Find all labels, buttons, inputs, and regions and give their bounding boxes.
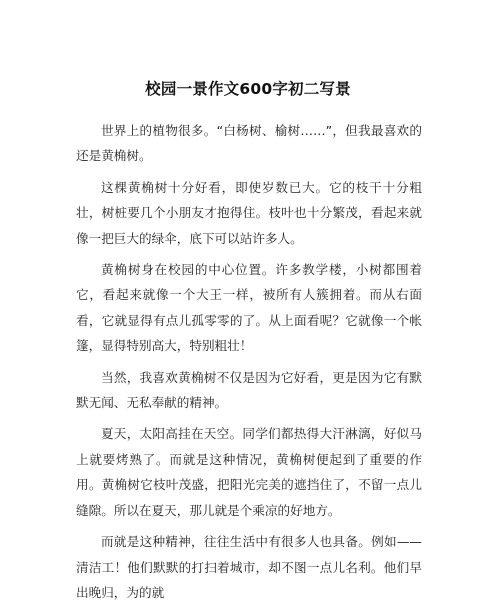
paragraph: 而就是这种精神，往往生活中有很多人也具备。例如——清洁工！他们默默的打扫着城市，却不图一点儿名利。他们早出晚归，为的就 <box>76 534 422 600</box>
paragraph: 世界上的植物很多。“白杨树、榆树……”，但我最喜欢的还是黄桷树。 <box>76 123 422 164</box>
document-title: 校园一景作文600字初二写景 <box>145 80 351 98</box>
paragraph: 这棵黄桷树十分好看，即使岁数已大。它的枝干十分粗壮，树桩要几个小朋友才抱得住。枝叶也十分繁茂，看起来就像一把巨大的绿伞，底下可以站许多人。 <box>76 179 422 246</box>
paragraph: 黄桷树身在校园的中心位置。许多教学楼，小树都围着它，看起来就像一个大王一样，被所有人簇拥着。而从右面看，它就显得有点儿孤零零的了。从上面看呢？它就像一个帐篷，显得特别高大，特别粗壮！ <box>76 262 422 354</box>
paragraph: 当然，我喜欢黄桷树不仅是因为它好看，更是因为它有默默无闻、无私奉献的精神。 <box>76 369 422 411</box>
document-body <box>76 118 422 611</box>
paragraph: 夏天，太阳高挂在天空。同学们都热得大汗淋漓，好似马上就要烤熟了。而就是这种情况，黄桷树便起到了重要的作用。黄桷树它枝叶茂盛，把阳光完美的遮挡住了，不留一点儿缝隙。所以在夏天，那儿就是个乘凉的好地方。 <box>76 426 422 518</box>
